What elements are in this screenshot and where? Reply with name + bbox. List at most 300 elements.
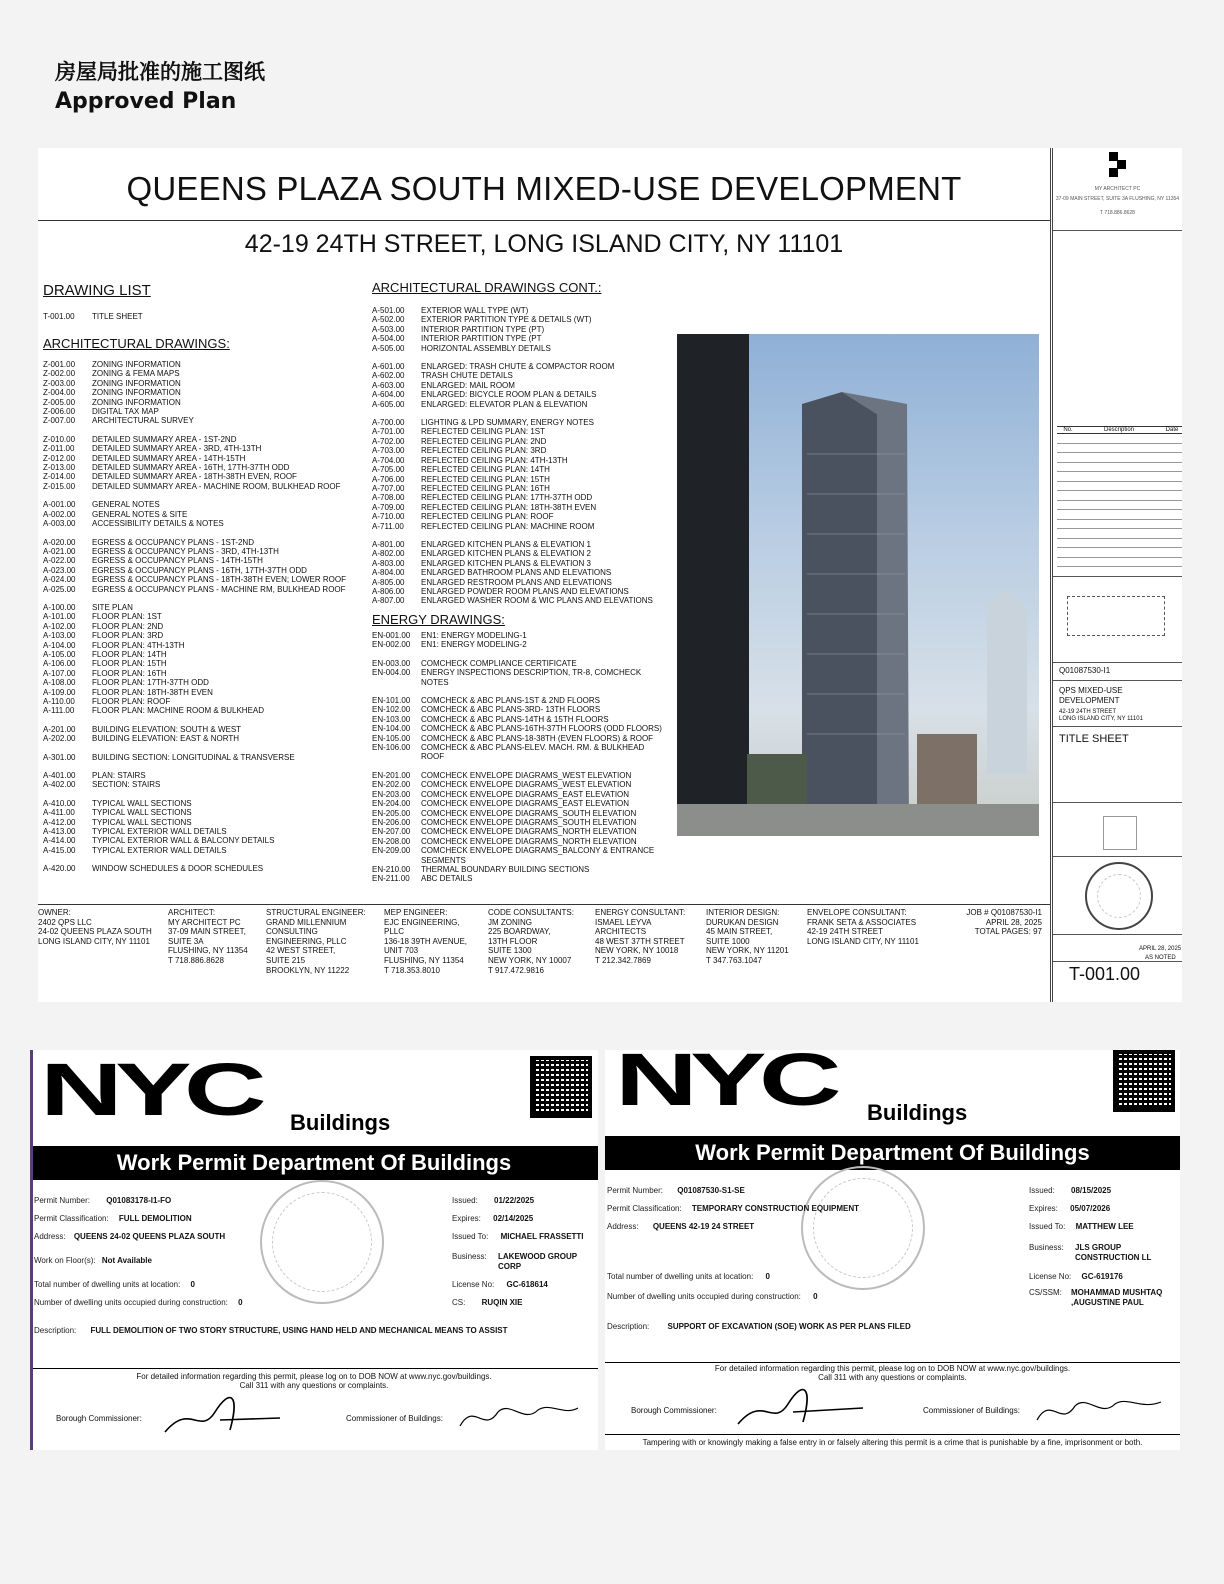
credits-divider [38,904,1050,905]
drawing-title: COMCHECK ENVELOPE DIAGRAMS_NORTH ELEVATION [421,836,637,846]
commissioner-label: Commissioner of Buildings: [923,1406,1020,1415]
permit-number: Q01087530-S1-SE [677,1186,745,1195]
drawing-code: A-505.00 [372,343,405,353]
description-value: SUPPORT OF EXCAVATION (SOE) WORK AS PER PLANS FILED [667,1322,911,1331]
tb-firm-address: 37-09 MAIN STREET, SUITE 3A FLUSHING, NY 11354 [1055,196,1180,202]
drawing-list-row [43,688,346,697]
commissioner-signature [454,1396,584,1436]
drawing-code: A-805.00 [372,577,405,587]
borough-commissioner-label: Borough Commissioner: [56,1414,142,1423]
drawing-list-row [43,808,346,817]
drawing-list-row [372,493,653,502]
drawing-list-row [43,669,346,678]
drawing-title: TRASH CHUTE DETAILS [421,371,513,381]
drawing-code: A-022.00 [43,556,76,566]
revision-row [1057,472,1182,482]
drawing-title: FLOOR PLAN: 2ND [92,621,164,631]
drawing-list-row [372,306,653,315]
drawing-list-row [372,371,653,380]
drawing-list-row [372,734,662,743]
drawing-title: COMCHECK & ABC PLANS-3RD- 13TH FLOORS [421,705,601,715]
drawing-title: FLOOR PLAN: 3RD [92,631,164,641]
drawing-title: ZONING INFORMATION [92,360,181,369]
drawing-list-row [43,753,346,762]
drawing-list-row [372,696,662,705]
drawing-code: A-707.00 [372,483,405,493]
tb-divider [1053,230,1182,231]
commissioner-signature [1031,1390,1171,1430]
drawing-list-row [372,522,653,531]
drawing-title: ROOF [421,752,445,762]
drawing-title: COMCHECK & ABC PLANS-ELEV. MACH. RM. & BULKHEAD [421,743,645,753]
drawing-code: A-202.00 [43,734,76,744]
units-value: 0 [190,1280,195,1289]
tb-divider [1053,680,1182,681]
drawing-title: EGRESS & OCCUPANCY PLANS - 1ST-2ND [92,537,254,547]
drawing-code: A-801.00 [372,539,405,549]
drawing-list-row [372,475,653,484]
drawing-code: A-109.00 [43,687,76,697]
drawing-code: Z-001.00 [43,360,76,369]
consultant-line: SUITE 1000 [706,936,750,946]
nyc-logo-text: NYC [40,1050,259,1131]
business-label: Business: [452,1252,487,1261]
drawing-code: EN-106.00 [372,743,411,753]
drawing-code: Z-011.00 [43,444,75,454]
consultant-line: T 347.763.1047 [706,955,762,965]
drawing-title: ZONING INFORMATION [92,388,181,398]
drawing-list-row [372,809,662,818]
drawing-list-row [372,381,653,390]
drawing-title: REFLECTED CEILING PLAN: 18TH-38TH EVEN [421,502,597,512]
drawing-list-row [43,566,346,575]
drawing-code: EN-103.00 [372,714,411,724]
drawing-list-row [372,596,653,605]
drawing-title: GENERAL NOTES & SITE [92,509,188,519]
architect-seal-icon [1085,862,1153,930]
license-label: License No: [452,1280,495,1289]
drawing-list-row [372,390,653,399]
drawing-title: HORIZONTAL ASSEMBLY DETAILS [421,343,551,353]
job-line: JOB # Q01087530-I1 [966,908,1042,917]
permit-class-label: Permit Classification: [34,1214,109,1223]
issued-label: Issued: [452,1196,478,1205]
drawing-list-row [372,559,653,568]
drawing-code: A-602.00 [372,371,405,381]
drawing-title: BUILDING ELEVATION: SOUTH & WEST [92,724,242,734]
drawing-list-row [372,799,662,808]
drawing-title: SECTION: STAIRS [92,780,161,790]
units-label: Total number of dwelling units at location: [607,1272,754,1281]
cs-value: RUQIN XIE [481,1298,523,1307]
drawing-code: A-420.00 [43,864,76,874]
drawing-title: EXTERIOR PARTITION TYPE & DETAILS (WT) [421,315,592,325]
drawing-title: COMCHECK ENVELOPE DIAGRAMS_SOUTH ELEVATION [421,817,637,827]
drawing-list-row [372,568,653,577]
issued-label: Issued: [1029,1186,1055,1195]
drawing-code: A-411.00 [43,808,75,818]
consultant-line: SUITE 1300 [488,946,532,956]
drawing-title: THERMAL BOUNDARY BUILDING SECTIONS [421,864,590,874]
permit-address-label: Address: [34,1232,66,1241]
drawing-list-row [43,725,346,734]
consultant-line: ENVELOPE CONSULTANT: [807,908,907,917]
drawing-title: FLOOR PLAN: ROOF [92,697,171,706]
work-floor-label: Work on Floor(s): [34,1256,96,1265]
drawing-code: A-804.00 [372,568,405,578]
drawing-code: A-103.00 [43,631,76,641]
tb-firm-tel: T 718.886.8628 [1100,210,1135,216]
tb-sheet-number: T-001.00 [1069,964,1141,984]
tb-firm-name: MY ARCHITECT PC [1094,186,1141,192]
business-value: LAKEWOOD GROUP CORP [498,1252,577,1271]
consultant-line: 225 BOARDWAY, [488,927,551,937]
issued-date: 01/22/2025 [494,1196,535,1205]
drawing-code: A-803.00 [372,558,405,568]
drawing-list-row [372,418,653,427]
drawing-title: REFLECTED CEILING PLAN: ROOF [421,512,554,522]
permit-class: FULL DEMOLITION [118,1214,192,1223]
consultant-line: EJC ENGINEERING, [384,917,460,927]
drawing-code: EN-101.00 [372,696,411,706]
consultant-line: LONG ISLAND CITY, NY 11101 [38,936,150,946]
permit-address-label: Address: [607,1222,639,1231]
firm-logo-icon [1103,150,1133,180]
drawing-title: REFLECTED CEILING PLAN: 2ND [421,436,547,446]
revision-row [1057,491,1182,501]
drawing-title: SEGMENTS [421,855,466,865]
borough-commissioner-signature [733,1384,873,1432]
work-permit-2 [605,1050,1180,1450]
drawing-code: Z-010.00 [43,434,76,444]
drawing-title: DETAILED SUMMARY AREA - 16TH, 17TH-37TH ODD [92,463,290,473]
permit-class-label: Permit Classification: [607,1204,682,1213]
expires-label: Expires: [1029,1204,1058,1213]
drawing-list-row [372,427,653,436]
drawing-list-row [43,678,346,687]
drawing-title: REFLECTED CEILING PLAN: 16TH [421,483,550,493]
drawing-title: ZONING INFORMATION [92,397,181,407]
drawing-code: A-025.00 [43,584,76,594]
sheet-main-area [38,148,1050,1002]
drawing-code [372,856,421,865]
drawing-title: COMCHECK ENVELOPE DIAGRAMS_WEST ELEVATION [421,770,632,780]
drawing-code: EN-204.00 [372,799,411,809]
drawing-title: FLOOR PLAN: 18TH-38TH EVEN [92,687,213,697]
tb-project-address: 42-19 24TH STREET [1059,709,1117,715]
dob-seal-icon [260,1180,384,1304]
drawing-code: A-700.00 [372,418,405,428]
drawing-list-row [43,771,346,780]
consultant-line: 24-02 QUEENS PLAZA SOUTH [38,927,152,937]
revision-row [1057,463,1182,473]
drawing-list-row [43,612,346,621]
consultant-line: STRUCTURAL ENGINEER: [266,908,366,917]
drawing-title: COMCHECK ENVELOPE DIAGRAMS_SOUTH ELEVATION [421,808,637,818]
drawing-title: EGRESS & OCCUPANCY PLANS - 14TH-15TH [92,556,263,566]
revision-rows [1057,434,1182,567]
drawing-title: DETAILED SUMMARY AREA - 14TH-15TH [92,453,246,463]
consultant-line: ENGINEERING, PLLC [266,936,347,946]
drawing-title: COMCHECK & ABC PLANS-14TH & 15TH FLOORS [421,714,609,724]
drawing-code: Z-013.00 [43,463,76,473]
drawing-list-row [43,519,346,528]
permit-call-line: Call 311 with any questions or complaints. [818,1373,967,1382]
consultant-line: SUITE 3A [168,936,204,946]
drawing-list-row [372,678,662,687]
permit-info-line: For detailed information regarding this permit, please log on to DOB NOW at www.nyc.gov/buildings. [136,1372,492,1381]
drawing-list-row [372,771,662,780]
title-block [1050,148,1182,1002]
tb-divider [1053,802,1182,803]
drawing-title: REFLECTED CEILING PLAN: 15TH [421,474,550,484]
tb-sheet-title: TITLE SHEET [1059,733,1129,745]
drawing-list-row [43,622,346,631]
drawing-list-row [372,874,662,883]
drawing-title: ZONING INFORMATION [92,378,181,388]
drawing-list-row [372,456,653,465]
drawing-list-row [43,435,346,444]
drawing-code: A-107.00 [43,668,76,678]
drawing-list-col1 [43,312,143,321]
consultant-line: MEP ENGINEER: [384,908,448,917]
project-address: 42-19 24TH STREET, LONG ISLAND CITY, NY 11101 [244,230,844,258]
drawing-title: NOTES [421,677,449,687]
drawing-title: TYPICAL WALL SECTIONS [92,798,192,808]
drawing-code: A-412.00 [43,817,76,827]
expires-label: Expires: [452,1214,481,1223]
issued-to-label: Issued To: [452,1232,489,1241]
revision-row [1057,482,1182,492]
drawing-list-row [372,752,662,761]
revision-row [1057,539,1182,549]
revision-row [1057,501,1182,511]
drawing-list-row [372,315,653,324]
drawing-list-row [43,379,346,388]
drawing-list-row [43,312,143,321]
drawing-code: A-301.00 [43,752,76,762]
revision-row [1057,510,1182,520]
drawing-title: TYPICAL EXTERIOR WALL DETAILS [92,827,227,837]
occupied-value: 0 [813,1292,818,1301]
permit-divider [605,1362,1180,1363]
page-header [55,58,265,118]
description-label: Description: [34,1326,77,1335]
issued-to: MICHAEL FRASSETTI [500,1232,584,1241]
drawing-title: ENLARGED KITCHEN PLANS & ELEVATION 1 [421,539,591,549]
drawing-list-row [43,369,346,378]
drawing-title: COMCHECK ENVELOPE DIAGRAMS_EAST ELEVATION [421,789,630,799]
drawing-code: A-002.00 [43,509,76,519]
drawing-code: A-807.00 [372,596,405,606]
drawing-title: WINDOW SCHEDULES & DOOR SCHEDULES [92,864,264,874]
drawing-list-row [43,864,346,873]
expires-date: 05/07/2026 [1070,1204,1111,1213]
occupied-value: 0 [238,1298,243,1307]
tamper-warning: Tampering with or knowingly making a false entry in or falsely altering this permit is a crime that is punishable by a fine, imprisonment or both. [642,1438,1143,1447]
drawing-code: A-704.00 [372,455,405,465]
consultant-line: ISMAEL LEYVA [595,917,652,927]
revision-row [1057,520,1182,530]
drawing-code: A-802.00 [372,549,405,559]
permit-address: QUEENS 42-19 24 STREET [652,1222,755,1231]
drawing-title: EGRESS & OCCUPANCY PLANS - 18TH-38TH EVEN; LOWER ROOF [92,575,346,585]
consultant-line: 42 WEST STREET, [266,946,336,956]
drawing-title: REFLECTED CEILING PLAN: 4TH-13TH [421,455,568,465]
work-floor: Not Available [101,1256,152,1265]
consultant-line: T 718.886.8628 [168,955,224,965]
drawing-code: A-020.00 [43,537,76,547]
tb-date: APRIL 28, 2025 [1139,946,1182,952]
drawing-list-row [43,444,346,453]
drawing-code: A-102.00 [43,621,76,631]
drawing-list-row [372,743,662,752]
consultant-line: ENERGY CONSULTANT: [595,908,686,917]
drawing-title: DIGITAL TAX MAP [92,407,159,417]
project-title: QUEENS PLAZA SOUTH MIXED-USE DEVELOPMENT [126,170,962,207]
tb-divider [1053,856,1182,857]
consultant-line: NEW YORK, NY 11201 [706,946,789,956]
drawing-code: A-504.00 [372,334,405,344]
tb-divider [1053,576,1182,577]
header-title-en: Approved Plan [55,89,237,114]
revision-table [1057,426,1182,567]
drawing-code: A-415.00 [43,845,76,855]
arch-cont-heading: ARCHITECTURAL DRAWINGS CONT.: [372,280,602,295]
permit-number: Q01083178-I1-FO [106,1196,172,1205]
job-line: APRIL 28, 2025 [985,917,1042,927]
drawing-code: Z-012.00 [43,453,76,463]
drawing-list-row [372,631,662,640]
consultant-line: OWNER: [38,908,71,917]
drawing-code: A-604.00 [372,390,405,400]
drawing-title: ENERGY INSPECTIONS DESCRIPTION, TR-8, COMCHECK [421,668,642,678]
drawing-title: ENLARGED KITCHEN PLANS & ELEVATION 2 [421,549,591,559]
rev-no-header: No. [1063,427,1073,433]
drawing-title: ZONING & FEMA MAPS [92,369,180,379]
consultant-line: T 718.353.8010 [384,965,440,975]
drawing-list-row [43,360,346,369]
units-value: 0 [765,1272,770,1281]
drawing-title: COMCHECK ENVELOPE DIAGRAMS_WEST ELEVATION [421,780,632,790]
dob-seal-icon [801,1166,925,1290]
cs-label: CS/SSM: [1029,1288,1062,1297]
drawing-list-row [43,454,346,463]
drawing-list-row [43,407,346,416]
drawing-list-row [372,668,662,677]
tb-divider [1053,961,1182,962]
occupied-label: Number of dwelling units occupied during construction: [607,1292,801,1301]
consultant-line: MY ARCHITECT PC [168,917,241,927]
drawing-title: ENLARGED: BICYCLE ROOM PLAN & DETAILS [421,390,597,400]
business-label: Business: [1029,1243,1064,1252]
drawing-code: A-201.00 [43,724,76,734]
consultant-line: INTERIOR DESIGN: [706,908,780,917]
drawing-code [372,752,421,761]
drawing-title: DETAILED SUMMARY AREA - 3RD, 4TH-13TH [92,444,262,454]
drawing-title: FLOOR PLAN: MACHINE ROOM & BULKHEAD [92,706,265,716]
consultant-block [488,908,574,975]
permit-class: TEMPORARY CONSTRUCTION EQUIPMENT [691,1204,860,1213]
permit-call-line: Call 311 with any questions or complaints. [239,1381,389,1390]
tb-project-line1: QPS MIXED-USE [1059,686,1123,695]
consultant-block [168,908,248,966]
qr-code-icon [530,1056,592,1118]
consultant-line: NEW YORK, NY 10007 [488,955,572,965]
consultant-block [595,908,685,966]
permit-edge [30,1050,33,1450]
tb-divider [1053,934,1182,935]
drawing-list-row [372,659,662,668]
consultant-line: GRAND MILLENNIUM [266,917,347,927]
revision-row [1057,548,1182,558]
nyc-logo [615,1050,834,1121]
drawing-list-row [43,827,346,836]
permit-title-bar: Work Permit Department Of Buildings [605,1136,1180,1170]
drawing-code: EN-203.00 [372,789,411,799]
title-sheet-drawing [38,148,1182,1002]
drawing-code: EN-003.00 [372,658,411,668]
drawing-list-row [372,512,653,521]
drawing-list-col4 [372,631,662,884]
drawing-list-row [372,640,662,649]
drawing-code: EN-002.00 [372,640,411,650]
drawing-list-row [372,818,662,827]
drawing-code: EN-105.00 [372,733,411,743]
consultant-line: PLLC [384,927,405,937]
drawing-title: DETAILED SUMMARY AREA - 1ST-2ND [92,434,237,444]
license-label: License No: [1029,1272,1072,1281]
expires-date: 02/14/2025 [493,1214,534,1223]
drawing-title: BUILDING ELEVATION: EAST & NORTH [92,734,239,744]
tb-job-number: Q01087530-I1 [1059,666,1111,675]
description-value: FULL DEMOLITION OF TWO STORY STRUCTURE, USING HAND HELD AND MECHANICAL MEANS TO ASSIST [90,1326,508,1335]
drawing-list-col2 [43,360,346,874]
drawing-title: INTERIOR PARTITION TYPE (PT [421,334,542,344]
drawing-title: SITE PLAN [92,602,133,612]
issued-to-label: Issued To: [1029,1222,1066,1231]
header-title-cn: 房屋局批准的施工图纸 [55,60,265,84]
drawing-list-row [43,575,346,584]
consultant-line: 2402 QPS LLC [38,917,92,927]
rev-desc-header: Description [1103,427,1134,433]
consultant-line: 37-09 MAIN STREET, [168,927,246,937]
stamp-image [1103,816,1137,850]
drawing-list-row [372,540,653,549]
drawing-list-row [43,697,346,706]
consultant-line: JM ZONING [488,917,532,927]
nyc-logo [40,1050,259,1131]
drawing-title: REFLECTED CEILING PLAN: MACHINE ROOM [421,521,595,531]
drawing-code: A-605.00 [372,399,405,409]
drawing-title: EGRESS & OCCUPANCY PLANS - 16TH, 17TH-37TH ODD [92,565,307,575]
drawing-code: Z-002.00 [43,369,76,379]
drawing-code: Z-014.00 [43,472,76,482]
consultant-line: ARCHITECTS [595,927,647,937]
drawing-list-row [372,846,662,855]
consultant-line: FLUSHING, NY 11354 [384,955,464,965]
occupied-label: Number of dwelling units occupied during construction: [34,1298,228,1307]
drawing-title: ACCESSIBILITY DETAILS & NOTES [92,519,224,529]
drawing-code: A-709.00 [372,502,405,512]
consultant-line: 42-19 24TH STREET [807,927,884,937]
drawing-title: EN1: ENERGY MODELING-2 [421,640,527,650]
drawing-list-row [43,472,346,481]
permit-divider [30,1368,598,1369]
revision-row [1057,434,1182,444]
description-label: Description: [607,1322,650,1331]
tb-divider [1053,726,1182,727]
